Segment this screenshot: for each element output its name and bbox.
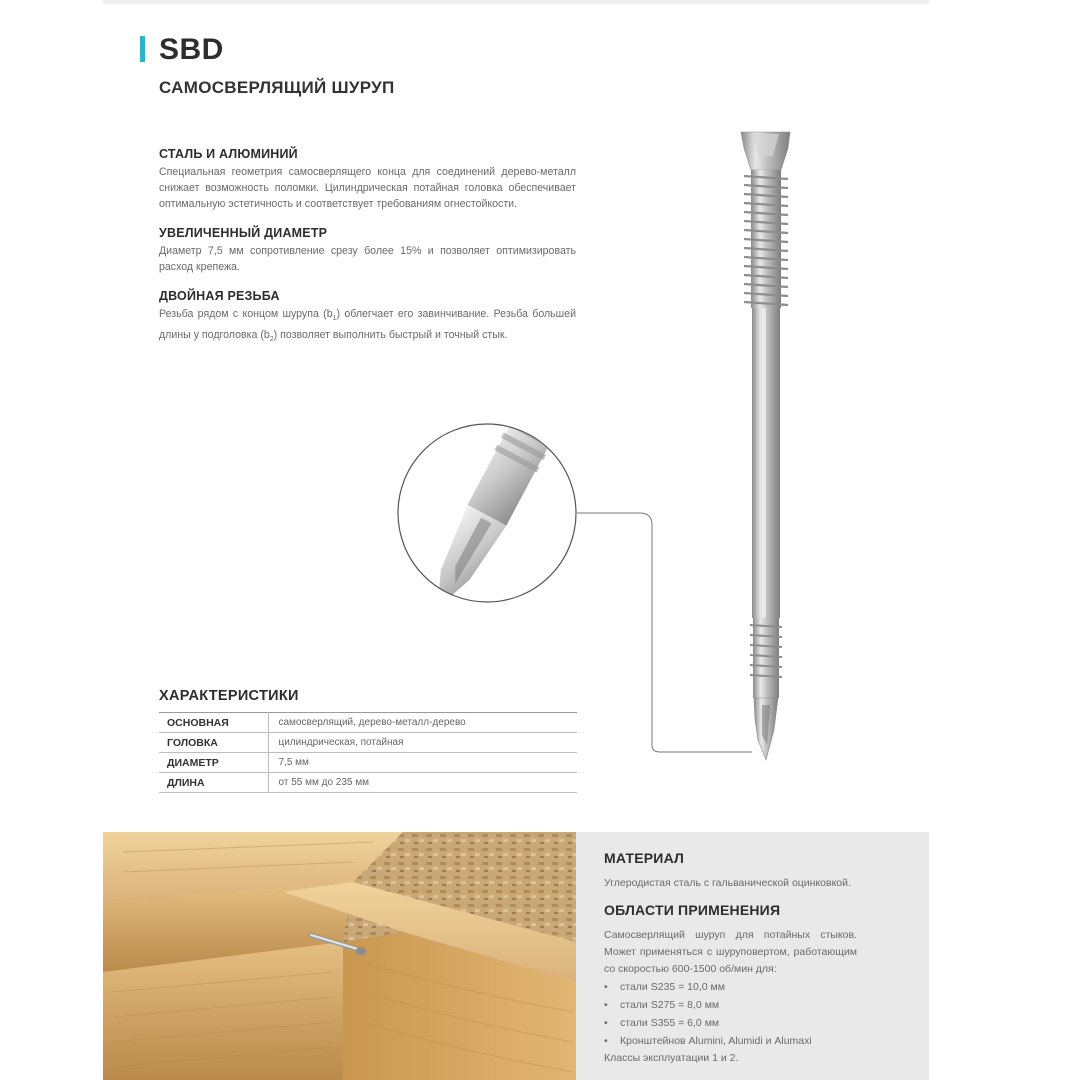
spec-value: цилиндрическая, потайная [268,733,577,753]
service-classes: Классы эксплуатации 1 и 2. [604,1052,739,1064]
spec-value: от 55 мм до 235 мм [268,773,577,793]
table-row [159,753,577,773]
feature-text: Резьба рядом с концом шурупа $(b_1)$ облегчает его завинчивание. Резьба большей длины у подголовка $(b_2)$ позволяет выполнить быстрый и точный стык. [159,308,576,344]
feature-text: Диаметр 7,5 мм сопротивление срезу более 15% и позволяет оптимизировать расход крепежа. [159,245,576,273]
table-row [159,773,577,793]
screw-lower-thread [750,618,782,698]
feature-heading: СТАЛЬ И АЛЮМИНИЙ [159,147,298,161]
material-text: Углеродистая сталь с гальванической оцинковкой. [604,877,851,889]
specs-heading: ХАРАКТЕРИСТИКИ [159,688,299,704]
spec-key: ДИАМЕТР [159,753,268,773]
list-item: • стали S275 = 8,0 мм [604,996,929,1014]
screw-upper-thread [744,170,788,308]
callout-line [577,513,752,752]
wood-joint-photo [103,832,576,1080]
spec-key: ОСНОВНАЯ [159,713,268,733]
applications-text: Самосверлящий шуруп для потайных стыков. Может применяться с шуруповертом, работающим со скоростью 600-1500 об/мин для: [604,929,857,975]
specs-table [159,712,577,793]
page-title: SBD [159,33,224,66]
spec-value: 7,5 мм [268,753,577,773]
feature-text: Специальная геометрия самосверлящего конца для соединений дерево-металл снижает возможность поломки. Цилиндрическая потайная головка обеспечивает оптимальную эстетичность и соответствует требованиям огнестойкости. [159,166,576,210]
list-item: • стали S355 = 6,0 мм [604,1014,929,1032]
material-heading: МАТЕРИАЛ [604,850,685,866]
feature-heading: ДВОЙНАЯ РЕЗЬБА [159,289,280,303]
spec-value: самосверлящий, дерево-металл-дерево [268,713,577,733]
list-item: • стали S235 = 10,0 мм [604,978,929,996]
magnified-tip [398,398,576,619]
info-panel [576,832,929,1080]
table-row [159,713,577,733]
spec-key: ДЛИНА [159,773,268,793]
page-subtitle: САМОСВЕРЛЯЩИЙ ШУРУП [159,78,395,97]
spec-key: ГОЛОВКА [159,733,268,753]
applications-heading: ОБЛАСТИ ПРИМЕНЕНИЯ [604,902,781,918]
list-item: • Кронштейнов Alumini, Alumidi и Alumaxi [604,1032,929,1050]
applications-list [604,978,929,1050]
specs-section [159,688,577,793]
feature-heading: УВЕЛИЧЕННЫЙ ДИАМЕТР [159,226,328,240]
table-row [159,733,577,753]
